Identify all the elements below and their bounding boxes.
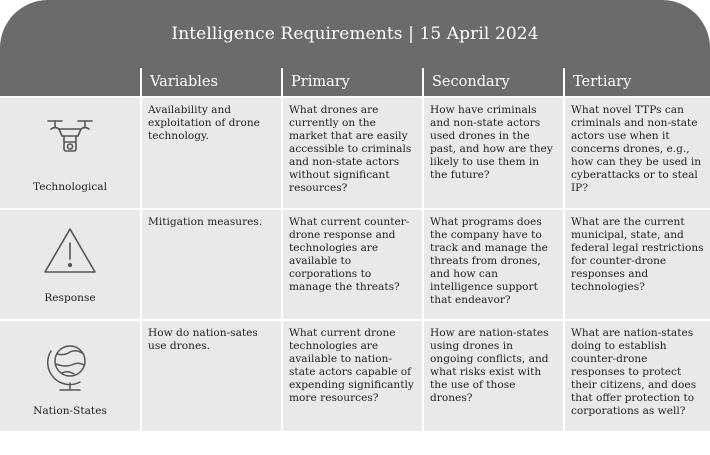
row-response-label-cell	[0, 210, 140, 319]
cell-technological-primary: What drones are currently on the market that are easily accessible to criminals and non-state actors without significant resources?	[283, 98, 422, 208]
cell-response-primary: What current counter-drone response and technologies are available to corporations to manage the threats?	[283, 210, 422, 319]
row-nation-states-label-cell	[0, 321, 140, 431]
header-tertiary: Tertiary	[565, 68, 710, 96]
cell-nation-states-tertiary: What are nation-states doing to establish counter-drone responses to protect their citizens, and does that offer protection to corporations as well?	[565, 321, 710, 431]
cell-technological-variables: Availability and exploitation of drone technology.	[142, 98, 281, 208]
header-secondary: Secondary	[424, 68, 563, 96]
row-label-technological: Technological	[32, 181, 108, 193]
row-label-response: Response	[44, 292, 96, 304]
header-primary: Primary	[283, 68, 422, 96]
warning-icon	[42, 226, 98, 276]
title-bar	[0, 0, 710, 68]
drone-icon	[45, 116, 95, 156]
cell-response-tertiary: What are the current municipal, state, and federal legal restrictions for counter-drone responses and technologies?	[565, 210, 710, 319]
cell-nation-states-secondary: How are nation-states using drones in ongoing conflicts, and what risks exist with the use of those drones?	[424, 321, 563, 431]
cell-technological-tertiary: What novel TTPs can criminals and non-state actors use when it concerns drones, e.g., how can they be used in cyberattacks or to steal IP?	[565, 98, 710, 208]
cell-response-secondary: What programs does the company have to track and manage the threats from drones, and how can intelligence support that endeavor?	[424, 210, 563, 319]
header-blank	[0, 68, 140, 96]
row-label-nation-states: Nation-States	[33, 405, 107, 417]
cell-technological-secondary: How have criminals and non-state actors used drones in the past, and how are they likely to use them in the future?	[424, 98, 563, 208]
cell-nation-states-primary: What current drone technologies are available to nation-state actors capable of expending significantly more resources?	[283, 321, 422, 431]
header-variables: Variables	[142, 68, 281, 96]
row-technological-label-cell	[0, 98, 140, 208]
globe-icon	[44, 337, 96, 395]
cell-nation-states-variables: How do nation-sates use drones.	[142, 321, 281, 431]
cell-response-variables: Mitigation measures.	[142, 210, 281, 319]
page-title: Intelligence Requirements | 15 April 2024	[171, 24, 539, 44]
